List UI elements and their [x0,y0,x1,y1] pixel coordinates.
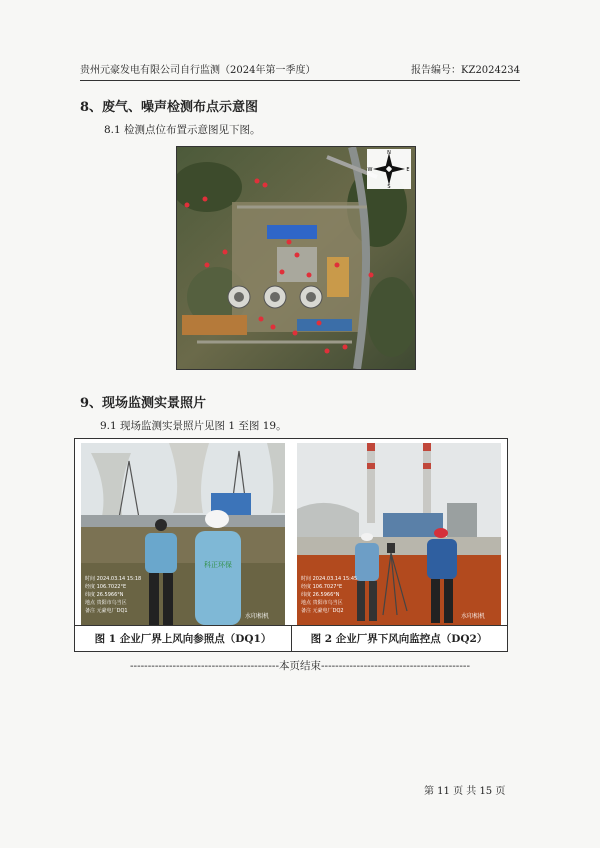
photo-dq2-watermark: 水印相机 [461,613,486,620]
compass-n: N [387,150,391,156]
caption-row [75,625,507,652]
section-9-title: 9、现场监测实景照片 [80,396,207,411]
stamp-line: 经度 106.7027°E [301,584,343,590]
stamp-line: 时间 2024.03.14 15:45 [301,576,358,582]
stamp-line: 地点 贵阳市乌当区 [301,600,343,606]
page-number: 第 11 页 共 15 页 [424,786,506,797]
photo-dq2 [297,443,501,625]
stamp-line: 备注 元豪电厂DQ1 [85,608,128,614]
photo-table [74,438,508,652]
stamp-line: 时间 2024.03.14 15:18 [85,576,142,582]
photo-dq1-watermark: 水印相机 [245,613,270,620]
stamp-line: 纬度 26.5966°N [301,592,340,598]
section-8-paragraph: 8.1 检测点位布置示意图见下图。 [104,124,261,136]
photo-dq2-stamp [301,575,357,615]
photo-dq1 [81,443,285,625]
header-company: 贵州元豪发电有限公司自行监测（2024年第一季度） [80,65,316,76]
compass-s: S [387,184,391,190]
header-report-number: 报告编号：KZ2024234 [411,65,520,76]
compass-icon [367,149,411,190]
plant-building-blue [267,225,317,239]
stamp-line: 纬度 26.5966°N [85,592,124,598]
stamp-line: 备注 元豪电厂DQ2 [301,608,344,614]
shirt-text: 科正环保 [204,561,232,569]
caption-figure-2: 图 2 企业厂界下风向监控点（DQ2） [310,633,488,645]
page-end-marker: ------------------------------------------本页结束------------------------------------------ [129,660,471,672]
section-9-paragraph: 9.1 现场监测实景照片见图 1 至图 19。 [100,420,287,432]
stamp-line: 经度 106.7022°E [85,584,127,590]
page-header [80,64,520,81]
compass-w: W [367,167,373,173]
caption-figure-1: 图 1 企业厂界上风向参照点（DQ1） [94,633,272,645]
photo-dq1-stamp [85,575,141,615]
monitoring-map [176,146,416,370]
section-8-title: 8、废气、噪声检测布点示意图 [80,100,259,115]
compass-e: E [406,167,410,173]
stamp-line: 地点 贵阳市乌当区 [85,600,127,606]
map-image [177,147,415,369]
